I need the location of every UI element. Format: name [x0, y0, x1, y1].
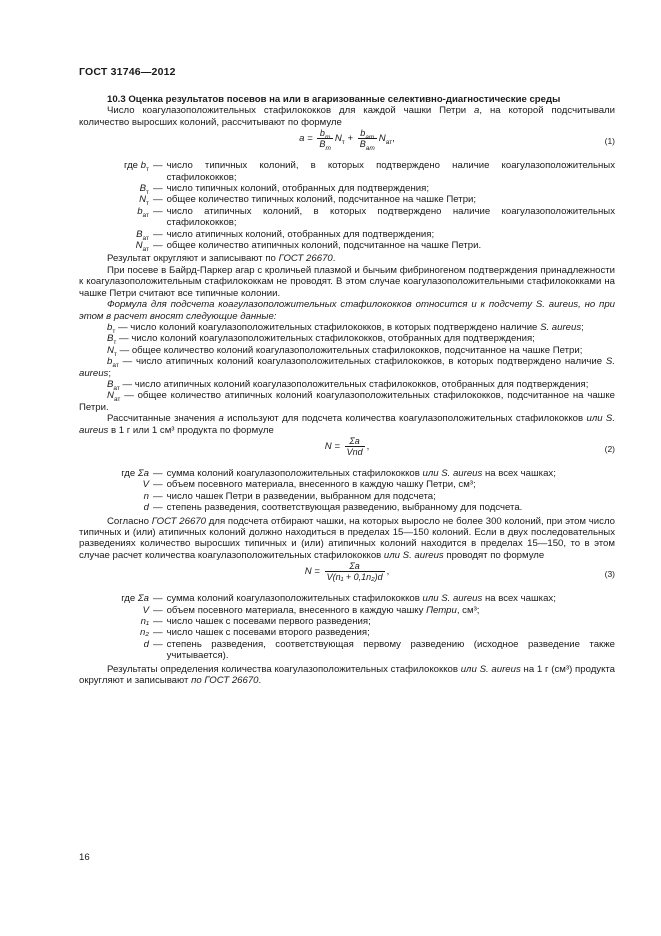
definition-item: n₂ — число чашек с посевами второго разведения;: [140, 627, 370, 639]
calc-paragraph: Рассчитанные значения a используют для подсчета количества коагулазоположительных стафилококков или S. aureus в 1 г или 1 см³ продукта по формуле: [79, 413, 615, 436]
definition-item: $N_т$ — общее количество типичных колоний, подсчитанное на чашке Петри;: [139, 194, 477, 208]
definition-item: $B_т$ — число типичных колоний, отобранных для подтверждения;: [139, 183, 429, 196]
italic-definitions: [79, 322, 615, 413]
italic-definition-item: $b_т$ — число колоний коагулазоположительных стафилококков, в которых подтверждено наличие S. aureus;: [107, 321, 584, 335]
page-number: 16: [79, 852, 90, 863]
definition-item: n — число чашек Петри в разведении, выбранном для подсчета;: [143, 490, 436, 502]
formula-3: N = $\frac{\Sigma a}{\text{V(n₁ + 0,1n₂)d}}$ , (3): [304, 561, 615, 583]
definitions-2: [79, 468, 615, 514]
definition-item: где Σa — сумма колоний коагулазоположительных стафилококков или S. aureus на всех чашках;: [121, 467, 556, 479]
rounding-paragraph: Результат округляют и записывают по ГОСТ 26670.: [107, 253, 336, 265]
page-content: [79, 94, 615, 686]
definition-item: где Σa — сумма колоний коагулазоположительных стафилококков или S. aureus на всех чашках;: [121, 593, 556, 605]
formula-2-number: (2): [604, 443, 615, 454]
final-paragraph: Результаты определения количества коагулазоположительных стафилококков или S. aureus на 1 г (см³) продукта округляют и записывают по ГОСТ 26670.: [79, 663, 616, 687]
formula-1-number: (1): [604, 136, 615, 147]
definition-item: $N_{ат}$ — общее количество атипичных колоний, подсчитанное на чашке Петри.: [135, 240, 482, 253]
definition-item: d — степень разведения, соответствующая первому разведению (исходное разведение также учитывается).: [143, 638, 615, 662]
italic-definition-item: $N_т$ — общее количество колоний коагулазоположительных стафилококков, подсчитанное на чашке Петри;: [107, 344, 583, 358]
formula-3-number: (3): [604, 569, 615, 580]
definition-item: V — объем посевного материала, внесенного в каждую чашку Петри, см³;: [142, 604, 480, 616]
italic-definition-item: $B_{ат}$ — число атипичных колоний коагулазоположительных стафилококков, отобранных для подтверждения;: [107, 378, 589, 392]
definitions-3: [79, 593, 615, 661]
definition-item: где $b_т$ — число типичных колоний, в которых подтверждено наличие коагулазоположительных стафилококков;: [124, 160, 615, 183]
standard-header: ГОСТ 31746—2012: [79, 66, 176, 78]
definition-item: V — объем посевного материала, внесенного в каждую чашку Петри, см³;: [142, 479, 476, 491]
definition-item: $b_{ат}$ — число атипичных колоний, в которых подтверждено наличие коагулазоположительных стафилококков;: [137, 205, 615, 229]
italic-definition-item: $b_{ат}$ — число атипичных колоний коагулазоположительных стафилококков, в которых подтверждено наличие S. aureus;: [79, 356, 615, 379]
gost-paragraph: Согласно ГОСТ 26670 для подсчета отбирают чашки, на которых выросло не более 300 колоний, при этом число типичных и (или) атипичных колоний должно находиться в пределах 15—150 колоний. Если в двух последовательных разведениях количество выросших типичных и (или) атипичных колоний находится в пределах 15—150, то в этом случае расчет количества коагулазоположительных стафилококков или S. aureus проводят по формуле: [79, 515, 615, 561]
definition-item: n₁ — число чашек с посевами первого разведения;: [140, 616, 371, 628]
definition-item: d — степень разведения, соответствующая разведению, выбранному для подсчета.: [143, 502, 523, 514]
baird-parker-paragraph: При посеве в Байрд-Паркер агар с кроличьей плазмой и бычьим фибриногеном подтверждения принадлежности к коагулазоположительным стафилококкам не проводят. В этом случае коагулазоположительными стафилококками на чашке Петри считают все типичные колонии.: [79, 264, 615, 299]
definitions-1: [79, 160, 615, 251]
italic-definition-item: $N_{ат}$ — общее количество атипичных колоний коагулазоположительных стафилококков, подсчитанное на чашке Петри.: [79, 390, 615, 413]
definition-item: $B_{ат}$ — число атипичных колоний, отобранных для подтверждения;: [136, 228, 435, 242]
formula-2: N = $\frac{\Sigma a}{\text{Vnd}}$ , (2): [324, 435, 615, 457]
section-title: 10.3 Оценка результатов посевов на или в агаризованные селективно-диагностические среды: [107, 94, 561, 105]
formula-1: a = $\frac{b_т}{B_т}$ $N_т$ + $\frac{b_{ат}}{B_{ат}}$ $N_{ат}$, (1): [299, 128, 615, 153]
italic-definition-item: $B_т$ — число колоний коагулазоположительных стафилококков, отобранных для подтверждения;: [107, 333, 535, 347]
intro-paragraph: Число коагулазоположительных стафилококков для каждой чашки Петри a, на которой подсчитывали количество выросших колоний, рассчитывают по формуле: [79, 105, 616, 128]
formula-note-paragraph: Формула для подсчета коагулазоположительных стафилококков относится и к подсчету S. aureus, но при этом в расчет вносят следующие данные:: [79, 299, 615, 322]
